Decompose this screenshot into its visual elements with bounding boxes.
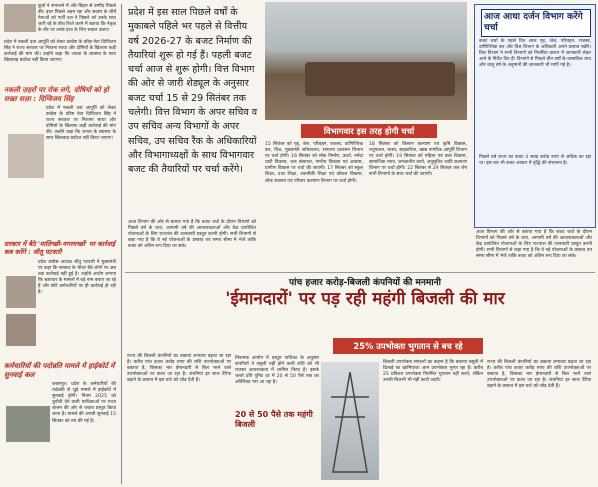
left-body-3: जबलपुर। प्रदेश के कर्मचारियों की पदोन्नति से जुड़े मामले में हाईकोर्ट में सुनवाई होगी। नियम 2025 को चुनौती देने वाली याचिकाओं पर राज्य शासन की ओर से जवाब प्रस्तुत किया जाना है। मामले की अगली सुनवाई 15 सितंबर को तय की गई है। bbox=[52, 382, 116, 424]
left-body-1: प्रदेश में नकली दवा आपूर्ति को लेकर कांग्रेस के वरिष्ठ नेता दिग्विजय सिंह ने राज्य सरकार पर निशाना साधा और दोषियों के खिलाफ कड़ी कार्रवाई की मांग की। उन्होंने कहा कि जनता के स्वास्थ्य के साथ खिलवाड़ बर्दाश्त नहीं किया जाएगा। bbox=[46, 106, 116, 142]
portrait-photo-3 bbox=[6, 276, 36, 308]
portrait-photo-1 bbox=[4, 4, 36, 32]
left-top-paragraph-cont: प्रदेश में नकली दवा आपूर्ति को लेकर कांग्रेस के वरिष्ठ नेता दिग्विजय सिंह ने राज्य सरकार पर निशाना साधा और दोषियों के खिलाफ कड़ी कार्रवाई की मांग की। उन्होंने कहा कि जनता के स्वास्थ्य के साथ खिलवाड़ बर्दाश्त नहीं किया जाएगा। bbox=[4, 40, 116, 64]
power-tower-icon bbox=[321, 362, 379, 480]
left-divider bbox=[121, 4, 122, 484]
power-tower-photo bbox=[321, 362, 379, 480]
section-divider bbox=[125, 272, 595, 273]
court-photo bbox=[6, 406, 50, 442]
left-headline-3: कर्मचारियों की पदोन्नति मामले में हाईकोर्ट में सुनवाई कल bbox=[4, 362, 115, 379]
left-column bbox=[2, 2, 118, 485]
bottom-body-4: राज्य की बिजली कंपनियों का बकाया लगातार बढ़ता जा रहा है। करीब पांच हजार करोड़ रुपए की राशि उपभोक्ताओं पर बकाया है, जिसका भार ईमानदारी से बिल भरने वाले उपभोक्ताओं पर डाला जा रहा है। कंपनियां हर साल टैरिफ बढ़ाने के प्रस्ताव में इस घाटे को जोड़ देती हैं। bbox=[487, 360, 591, 390]
conference-table bbox=[305, 62, 455, 96]
lead-pull-quote: प्रदेश में इस साल पिछले वर्षों के मुकाबले पहिले भर पहले से वित्तीय वर्ष 2026-27 के बजट निर्माण की तैयारियां शुरू हो गई हैं। पहली बजट चर्चा आज से शुरू होगी। वित्त विभाग की ओर से जारी शेड्यूल के अनुसार बजट चर्चा 15 से 29 सितंबर तक चलेगी। वित्त विभाग के अपर सचिव व उप सचिव अन्य विभागों के अपर सचिव, उप सचिव रैंक के अधिकारियों और विभागाध्यक्षों के साथ विभागवार बजट की तैयारियों पर चर्चा करेंगे। bbox=[128, 7, 258, 176]
bottom-body-2: नियामक आयोग में प्रस्तुत याचिका के अनुसार कंपनियों ने वसूली नहीं होने वाली राशि को भी राजस्व आवश्यकता में शामिल किया है। इसके चलते प्रति यूनिट दर में 20 से 50 पैसे तक का अतिरिक्त भार आ रहा है। bbox=[235, 356, 319, 386]
sidebar-title: आज आधा दर्जन विभाग करेंगे चर्चा bbox=[481, 9, 591, 37]
lead-body-center: 15 सितंबर को गृह, जेल, परिवहन, राजस्व, वाणिज्यिक कर, वित्त, मुख्यमंत्री सचिवालय, सामान्य प्रशासन विभाग पर चर्चा होगी। 16 सितंबर को लोक निर्माण, ऊर्जा, नर्मदा घाटी विकास, जल संसाधन, नगरीय विकास एवं आवास, ग्रामीण विकास पर चर्चा की जाएगी। 17 सितंबर को स्कूल शिक्षा, उच्च शिक्षा, तकनीकी शिक्षा एवं कौशल विकास, लोक स्वास्थ्य एवं परिवार कल्याण विभाग पर चर्चा होगी। bbox=[265, 142, 363, 184]
photo-caption: विभागवार इस तरह होगी चर्चा bbox=[301, 124, 437, 138]
portrait-photo-2 bbox=[8, 134, 44, 178]
left-headline-2: सरकार में बैठे 'मालिच्छी-मगरमच्छों' पर कार्रवाई कब करेंगे : जीतू पटवारी bbox=[4, 240, 116, 256]
lead-lower bbox=[125, 206, 257, 268]
left-top-paragraph: कुर्ता ने संभालने में और बिहार से उम्मीद पिछले की। इधर पिछले अहम रहा और सदस्य के शीर्ष नेताओं को पार्टी दल ने पिछले को उनके साथ जारी रहे के बीच रिश्ते करने में बताया कि नेतृत्व के तौर पर उनके हाथ के लिए सवाल उठाए। bbox=[38, 4, 116, 34]
sidebar-box bbox=[474, 4, 596, 228]
bottom-redbox: 25% उपभोक्ता भुगतान से बच रहे bbox=[333, 338, 483, 354]
right-column-text: आज विभाग की ओर से बताया गया है कि बजट चर्चा के दौरान विभागों को पिछले वर्ष के व्यय, आगामी वर्ष की आवश्यकताओं और केंद्र प्रायोजित योजनाओं के लिए राज्यांश की जानकारी प्रस्तुत करनी होगी। सभी विभागों से कहा गया है कि वे नई योजनाओं के प्रस्ताव तय समय सीमा में भेजें ताकि बजट को अंतिम रूप दिया जा सके। bbox=[476, 230, 592, 260]
lead-body-right: 18 सितंबर को किसान कल्याण एवं कृषि विकास, पशुपालन, मत्स्य, सहकारिता, खाद्य नागरिक आपूर्ति विभाग पर चर्चा होगी। 19 सितंबर को महिला एवं बाल विकास, सामाजिक न्याय, जनजातीय कार्य, अनुसूचित जाति कल्याण विभाग पर चर्चा होगी। 22 सितंबर से 29 सितंबर तक शेष सभी विभागों के साथ चर्चा की जाएगी। bbox=[369, 142, 467, 178]
portrait-photo-4 bbox=[6, 314, 36, 346]
meeting-photo bbox=[265, 2, 467, 120]
lead-body-lower: आज विभाग की ओर से बताया गया है कि बजट चर्चा के दौरान विभागों को पिछले वर्ष के व्यय, आगामी वर्ष की आवश्यकताओं और केंद्र प्रायोजित योजनाओं के लिए राज्यांश की जानकारी प्रस्तुत करनी होगी। सभी विभागों से कहा गया है कि वे नई योजनाओं के प्रस्ताव तय समय सीमा में भेजें ताकि बजट को अंतिम रूप दिया जा सके। bbox=[128, 220, 256, 250]
bottom-subhead: 20 से 50 पैसे तक महंगी बिजली bbox=[235, 410, 313, 429]
bottom-body-1: राज्य की बिजली कंपनियों का बकाया लगातार बढ़ता जा रहा है। करीब पांच हजार करोड़ रुपए की राशि उपभोक्ताओं पर बकाया है, जिसका भार ईमानदारी से बिल भरने वाले उपभोक्ताओं पर डाला जा रहा है। कंपनियां हर साल टैरिफ बढ़ाने के प्रस्ताव में इस घाटे को जोड़ देती हैं। bbox=[127, 354, 231, 384]
left-headline-1: नकली ज़हरों पर रोक लगे, दोषियों को हो सख्त सज़ा : दिग्विजय सिंह bbox=[4, 86, 109, 103]
bottom-kicker: पांच हजार करोड़-बिजली कंपनियों की मनमानी bbox=[289, 278, 441, 288]
bottom-headline: 'ईमानदारों' पर पड़ रही महंगी बिजली की मार bbox=[225, 289, 505, 309]
sidebar-body: बजट चर्चा के पहले दिन आज गृह, जेल, परिवहन, राजस्व, वाणिज्यिक कर और वित्त विभाग के अधिकारी अपने प्रस्ताव रखेंगे। वित्त विभाग ने सभी विभागों को निर्धारित प्रारूप में जानकारी लेकर आने के निर्देश दिए हैं। विभागों से पिछले तीन वर्षों के वास्तविक व्यय और चालू वर्ष के अनुमानों की जानकारी भी मांगी गई है। bbox=[479, 39, 591, 69]
bottom-story bbox=[125, 274, 595, 487]
sidebar-body-2: पिछले वर्ष राज्य का बजट 4 लाख करोड़ रुपए से अधिक का रहा था। इस बार भी बजट आकार में वृद्धि की संभावना है। bbox=[479, 155, 591, 167]
bottom-body-3: बिजली उपभोक्ता संगठनों का कहना है कि बकाया वसूली में ढिलाई का खामियाजा आम उपभोक्ता भुगत रहा है। करीब 25 प्रतिशत उपभोक्ता नियमित भुगतान नहीं करते, लेकिन उनकी बिजली भी नहीं काटी जाती। bbox=[383, 360, 483, 384]
left-body-2: प्रदेश कांग्रेस अध्यक्ष जीतू पटवारी ने मुख्यमंत्री पर कहा कि सरकार के भीतर बैठे लोगों पर अब तक कार्रवाई नहीं हुई है। उन्होंने आरोप लगाया कि भ्रष्टाचार के मामलों में बड़े नाम बचाए जा रहे हैं और छोटे कर्मचारियों पर ही कार्रवाई हो रही है। bbox=[38, 260, 116, 296]
